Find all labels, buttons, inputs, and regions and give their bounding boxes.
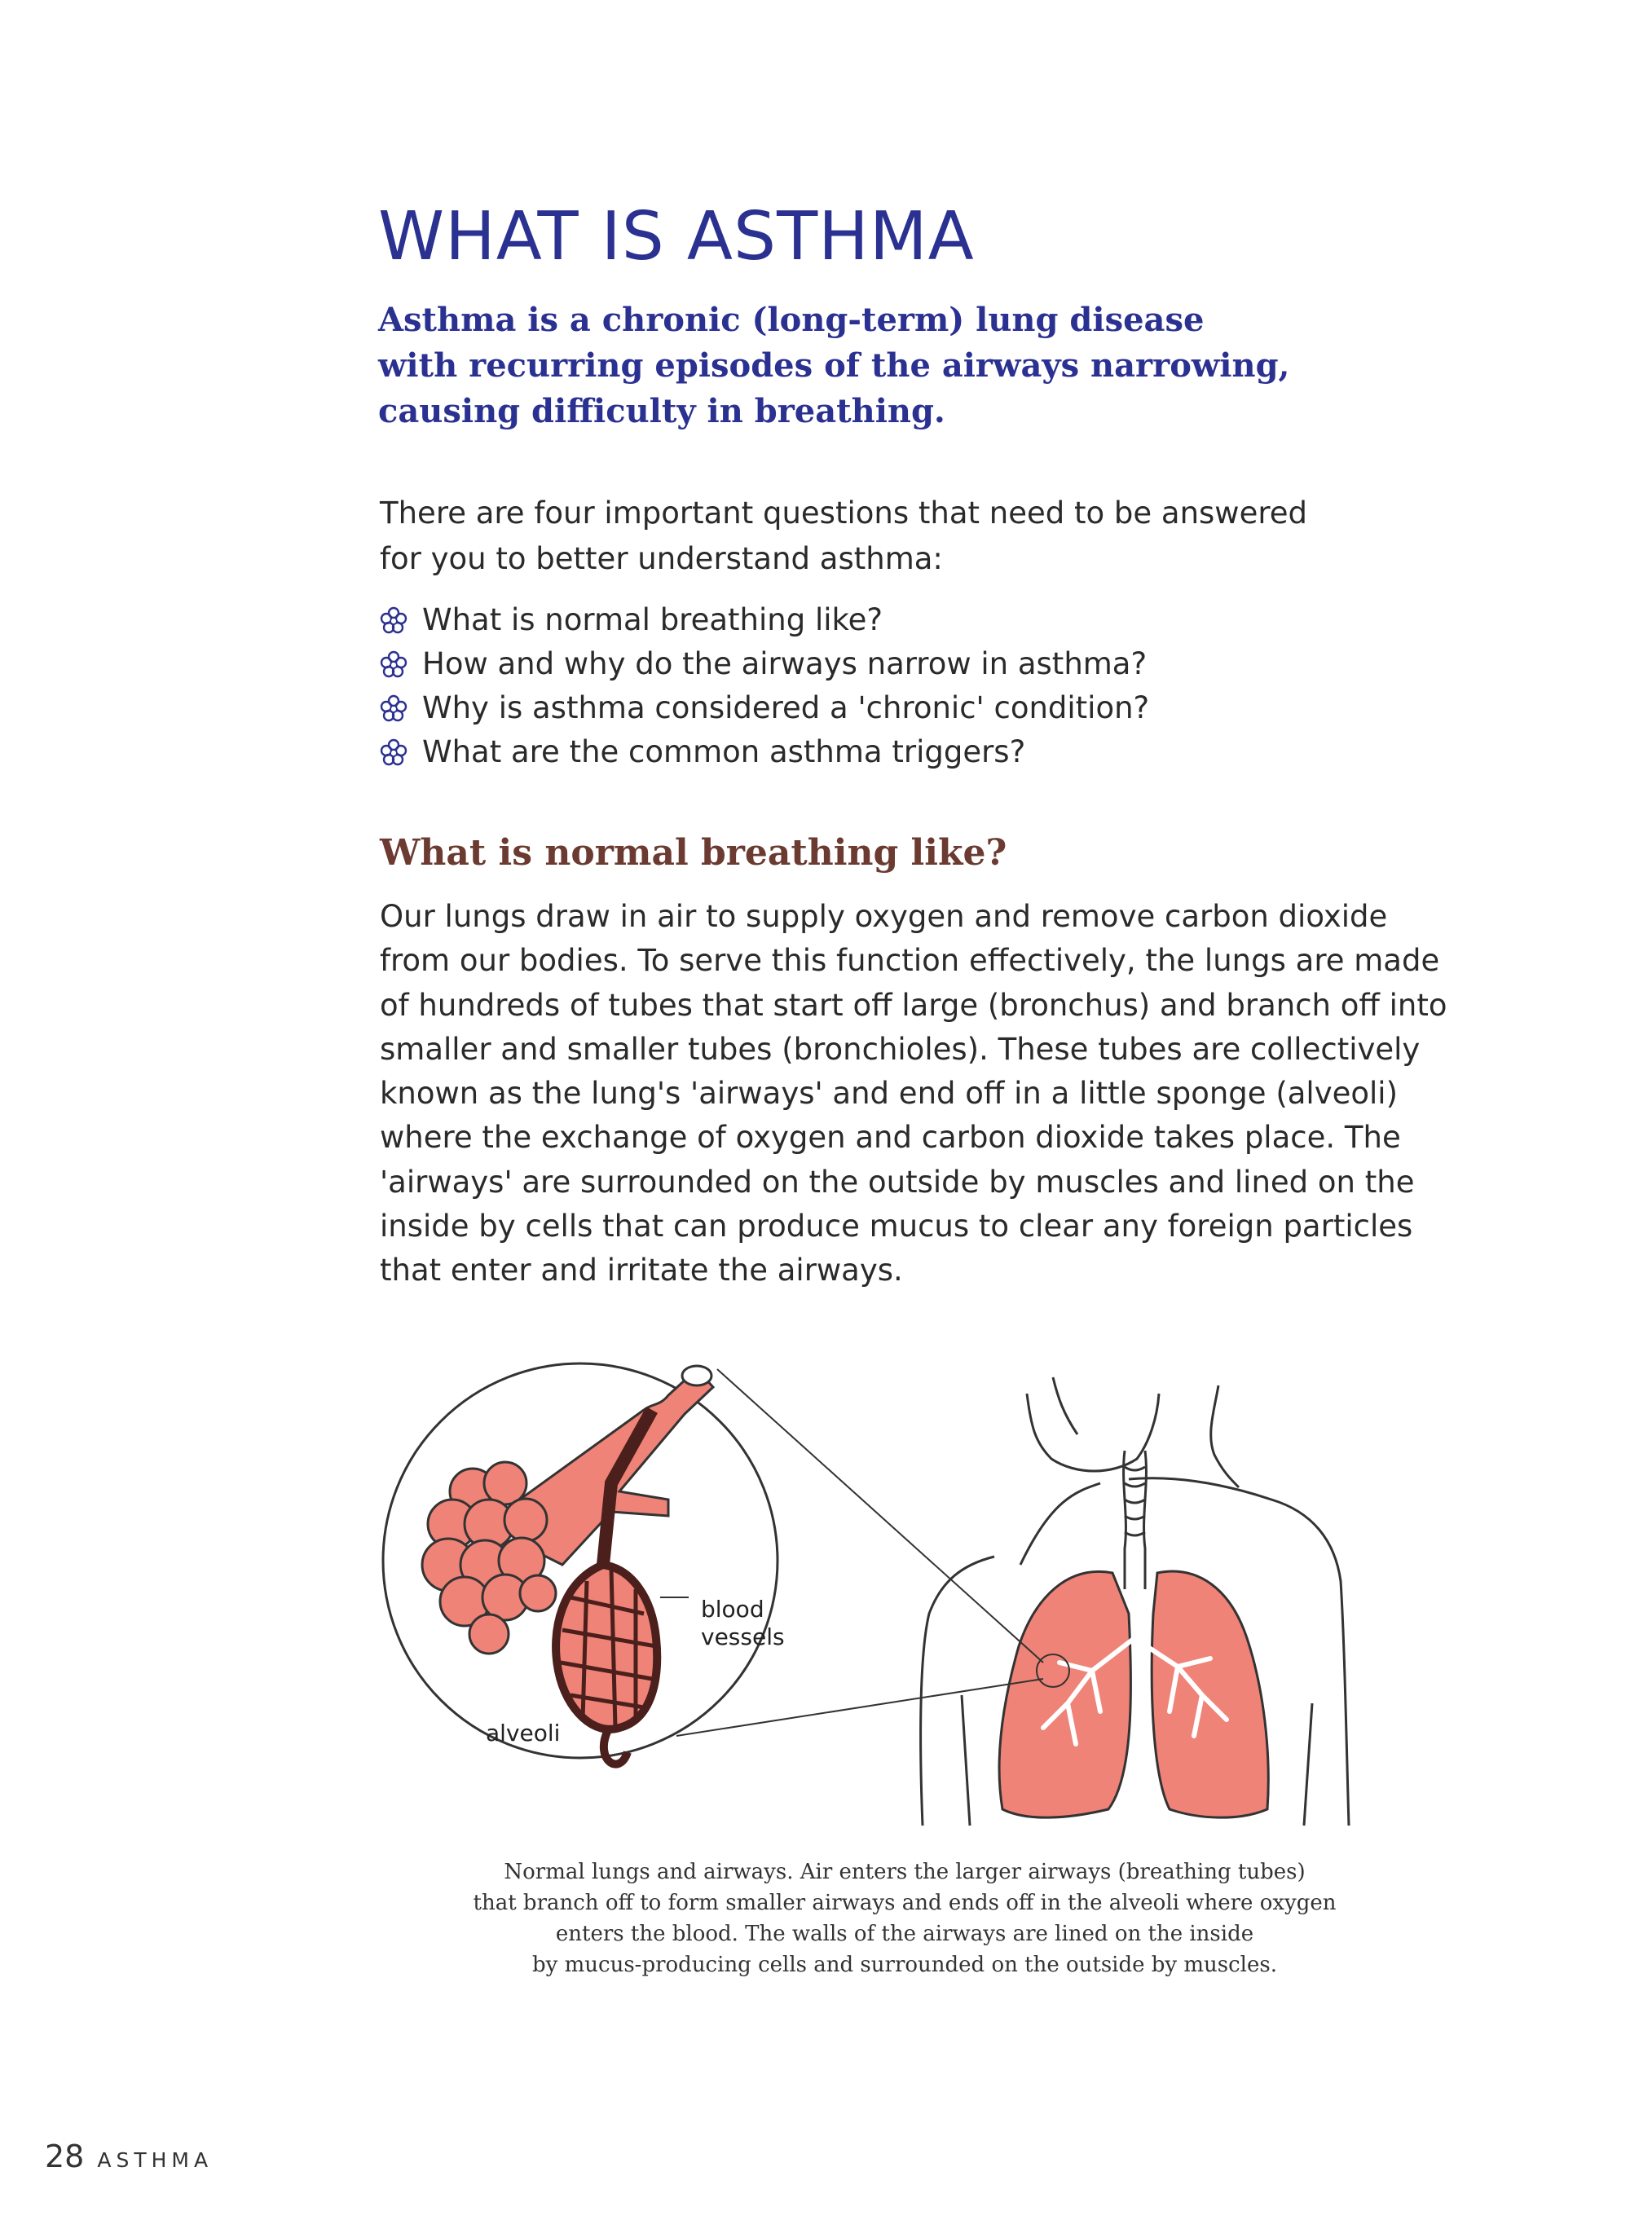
caption-line: by mucus-producing cells and surrounded on the outside by muscles. (532, 1953, 1277, 1977)
body-line: that enter and irritate the airways. (380, 1253, 903, 1288)
section-heading: What is normal breathing like? (380, 832, 1007, 874)
figure-caption (424, 1857, 1385, 1980)
alveoli-label: alveoli (486, 1720, 561, 1746)
caption-line: that branch off to form smaller airways and ends off in the alveoli where oxygen (473, 1891, 1337, 1915)
body-line: of hundreds of tubes that start off large (bronchus) and branch off into (380, 987, 1447, 1023)
question-text: What are the common asthma triggers? (422, 734, 1026, 769)
question-text: What is normal breathing like? (422, 602, 883, 637)
blood-vessels-label-line: vessels (701, 1623, 785, 1650)
page-number: 28 (45, 2139, 85, 2174)
trachea (1124, 1451, 1147, 1589)
page-title: WHAT IS ASTHMA (378, 198, 975, 275)
page-footer (45, 2139, 213, 2174)
section-body (380, 895, 1496, 1293)
subtitle-line: Asthma is a chronic (long-term) lung disease (378, 301, 1205, 339)
caption-line: Normal lungs and airways. Air enters the larger airways (breathing tubes) (504, 1860, 1306, 1884)
question-item (380, 598, 1149, 642)
subtitle-line: with recurring episodes of the airways narrowing, (378, 346, 1290, 385)
question-item (380, 686, 1149, 730)
blood-vessels-label-line: blood (701, 1596, 764, 1623)
question-item (380, 642, 1149, 686)
body-line: Our lungs draw in air to supply oxygen and remove carbon dioxide (380, 899, 1388, 934)
body-line: where the exchange of oxygen and carbon dioxide takes place. The (380, 1120, 1401, 1156)
question-text: Why is asthma considered a 'chronic' condition? (422, 690, 1150, 725)
intro-line: for you to better understand asthma: (380, 541, 943, 576)
intro-line: There are four important questions that need to be answered (380, 496, 1307, 531)
body-line: known as the lung's 'airways' and end off in a little sponge (alveoli) (380, 1076, 1399, 1112)
flower-bullet-icon (380, 694, 407, 722)
running-title: ASTHMA (97, 2148, 214, 2172)
flower-bullet-icon (380, 738, 407, 766)
flower-bullet-icon (380, 606, 407, 634)
lungs-illustration (375, 1320, 1434, 1850)
question-text: How and why do the airways narrow in asthma? (422, 646, 1148, 681)
body-line: inside by cells that can produce mucus to clear any foreign particles (380, 1209, 1413, 1244)
flower-bullet-icon (380, 650, 407, 678)
blood-vessels-label (701, 1596, 785, 1651)
body-line: smaller and smaller tubes (bronchioles). These tubes are collectively (380, 1031, 1421, 1067)
lungs-figure (375, 1320, 1434, 1850)
intro-paragraph (380, 491, 1399, 582)
question-list (380, 598, 1149, 774)
body-line: from our bodies. To serve this function effectively, the lungs are made (380, 943, 1440, 979)
caption-line: enters the blood. The walls of the airways are lined on the inside (555, 1922, 1254, 1946)
body-line: 'airways' are surrounded on the outside by muscles and lined on the (380, 1164, 1415, 1200)
question-item (380, 730, 1149, 774)
subtitle-line: causing difficulty in breathing. (378, 392, 945, 430)
subtitle (378, 297, 1421, 434)
